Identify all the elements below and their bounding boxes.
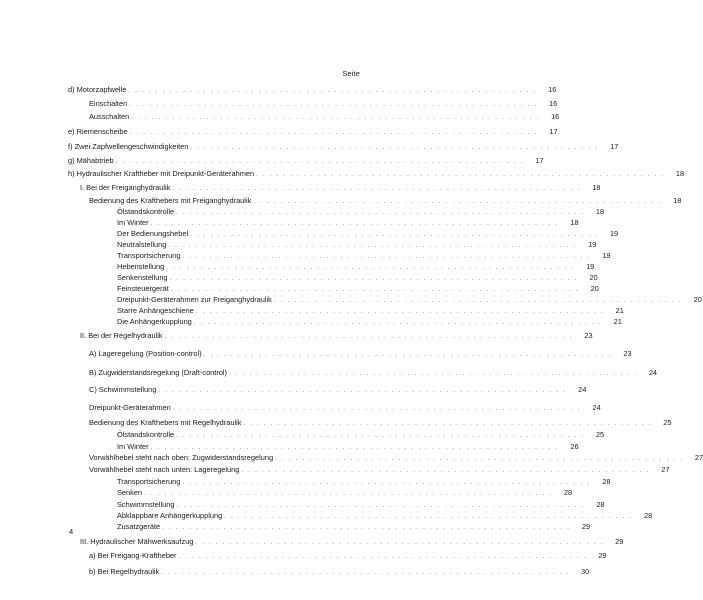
toc-entry-title: C) Schwimmstellung [89, 385, 157, 394]
toc-entry [117, 316, 622, 328]
toc-entry [80, 536, 624, 548]
toc-entry-page: 18 [673, 196, 682, 205]
dot-leader: ............................................................ [253, 199, 666, 205]
toc-entry-page: 16 [551, 112, 560, 121]
toc-entry-page: 27 [694, 453, 703, 462]
dot-leader: ............................................................ [115, 159, 528, 165]
dot-leader: ............................................................ [243, 421, 656, 427]
dot-leader: ............................................................ [195, 309, 608, 315]
toc-entry-page: 29 [581, 522, 591, 531]
toc-entry-title: Transportsicherung [117, 251, 181, 260]
dot-leader: ............................................................ [176, 503, 589, 509]
toc-entry-title: Der Bedienungshebel [117, 229, 189, 238]
toc-entry-page: 20 [590, 284, 599, 293]
toc-entry-page: 16 [549, 99, 558, 108]
toc-entry-page: 21 [613, 317, 622, 326]
dot-leader: ............................................................ [176, 433, 589, 439]
toc-entry-title: Im Winter [117, 442, 149, 451]
toc-entry-title: e) Riemenscheibe [68, 127, 128, 136]
dot-leader: ............................................................ [273, 298, 686, 304]
toc-entry-title: Die Anhängerkupplung [117, 317, 192, 326]
toc-entry-title: g) Mähabtrieb [68, 156, 114, 165]
toc-entry [89, 348, 632, 360]
toc-entry-page: 27 [661, 465, 670, 474]
dot-leader: ............................................................ [166, 265, 579, 271]
dot-leader: ............................................................ [195, 540, 608, 546]
dot-leader: ............................................................ [229, 371, 642, 377]
toc-entry-page: 30 [581, 567, 590, 576]
dot-leader: ............................................................ [168, 243, 581, 249]
dot-leader: ............................................................ [144, 491, 557, 497]
toc-entry-page: 25 [595, 430, 605, 439]
dot-leader: ............................................................ [172, 406, 585, 412]
toc-entry-title: Vorwählhebel steht nach oben: Zugwiderstandsregelung [89, 453, 274, 462]
toc-entry-title: Im Winter [117, 218, 149, 227]
toc-entry-title: Ölstandskontrolle [117, 207, 175, 216]
toc-entry [89, 464, 670, 476]
dot-leader: ............................................................ [193, 320, 606, 326]
dot-leader: ............................................................ [158, 388, 571, 394]
toc-entry-page: 18 [592, 183, 601, 192]
toc-entry-title: Senken [117, 488, 143, 497]
toc-entry-page: 29 [615, 537, 624, 546]
dot-leader: ............................................................ [150, 221, 563, 227]
toc-entry-page: 24 [648, 368, 658, 377]
toc-entry-page: 28 [644, 511, 653, 520]
dot-leader: ............................................................ [172, 186, 585, 192]
toc-entry [80, 182, 601, 194]
dot-leader: ............................................................ [182, 480, 595, 486]
toc-entry-title: Vorwählhebel steht nach unten: Lageregelung [89, 465, 240, 474]
toc-entry [89, 98, 558, 110]
toc-entry-title: Abklappbare Anhängerkupplung [117, 511, 223, 520]
dot-leader: ............................................................ [241, 468, 654, 474]
toc-entry-title: d) Motorzapfwelle [68, 85, 127, 94]
toc-entry-title: A) Lageregelung (Position-control) [89, 349, 202, 358]
toc-entry-title: II. Bei der Regelhydraulik [80, 331, 163, 340]
dot-leader: ............................................................ [129, 102, 542, 108]
toc-entry-title: Zusatzgeräte [117, 522, 161, 531]
toc-entry-title: Ölstandskontrolle [117, 430, 175, 439]
dot-leader: ............................................................ [275, 456, 688, 462]
toc-entry-page: 29 [598, 551, 607, 560]
toc-entry-title: b) Bei Regelhydraulik [89, 567, 160, 576]
toc-entry-page: 17 [610, 142, 619, 151]
toc-entry-page: 19 [586, 262, 595, 271]
toc-entry [89, 417, 672, 429]
toc-entry-title: a) Bei Freigang-Kraftheber [89, 551, 177, 560]
toc-entry [89, 367, 658, 379]
toc-entry [89, 111, 560, 123]
toc-entry [117, 521, 591, 533]
toc-entry [68, 155, 544, 167]
toc-entry [117, 429, 605, 441]
toc-entry-page: 20 [693, 295, 702, 304]
toc-entry [89, 550, 607, 562]
toc-entry-page: 17 [535, 156, 544, 165]
toc-entry-title: Bedienung des Krafthebers mit Regelhydraulik [89, 418, 242, 427]
toc-entry-title: f) Zwei Zapfwellengeschwindigkeiten [68, 142, 189, 151]
toc-entry-page: 28 [596, 500, 605, 509]
toc-entry-title: Schwimmstellung [117, 500, 175, 509]
toc-entry-title: Dreipunkt-Geräterahmen zur Freiganghydraulik [117, 295, 272, 304]
dot-leader: ............................................................ [182, 254, 595, 260]
toc-entry-page: 23 [584, 331, 593, 340]
toc-entry-page: 24 [592, 403, 601, 412]
dot-leader: ............................................................ [190, 145, 603, 151]
toc-entry-title: Transportsicherung [117, 477, 181, 486]
toc-entry-title: Dreipunkt-Geräterahmen [89, 403, 171, 412]
toc-entry [89, 566, 590, 578]
toc-entry [89, 452, 703, 464]
toc-entry-page: 19 [602, 251, 611, 260]
toc-entry [89, 402, 601, 414]
toc-entry [68, 84, 557, 96]
toc-entry-title: Neutralstellung [117, 240, 167, 249]
dot-leader: ............................................................ [256, 172, 669, 178]
toc-entry-title: Starre Anhängeschiene [117, 306, 194, 315]
seite-column-heading: Seite [342, 69, 360, 78]
dot-leader: ............................................................ [203, 352, 616, 358]
dot-leader: ............................................................ [164, 334, 577, 340]
toc-entry-page: 18 [570, 218, 579, 227]
dot-leader: ............................................................ [128, 88, 541, 94]
dot-leader: ............................................................ [176, 210, 589, 216]
dot-leader: ............................................................ [178, 554, 591, 560]
toc-entry-title: B) Zugwiderstandsregelung (Draft-control) [89, 368, 228, 377]
toc-entry-title: Ausschalten [89, 112, 130, 121]
toc-entry-title: Senkenstellung [117, 273, 168, 282]
toc-entry-page: 19 [588, 240, 597, 249]
toc-entry-title: III. Hydraulischer Mähwerksaufzug [80, 537, 194, 546]
toc-entry-page: 21 [615, 306, 624, 315]
toc-entry-page: 26 [570, 442, 579, 451]
toc-entry-title: Feinsteuergerät [117, 284, 169, 293]
toc-entry [68, 126, 558, 138]
toc-entry [68, 141, 619, 153]
page-number: 4 [69, 527, 74, 536]
dot-leader: ............................................................ [162, 525, 575, 531]
toc-entry-page: 16 [548, 85, 557, 94]
toc-entry-page: 28 [602, 477, 611, 486]
toc-entry-page: 20 [589, 273, 598, 282]
dot-leader: ............................................................ [169, 276, 582, 282]
dot-leader: ............................................................ [150, 445, 563, 451]
toc-entry-page: 18 [595, 207, 605, 216]
toc-entry-page: 24 [578, 385, 587, 394]
toc-entry [117, 487, 573, 499]
dot-leader: ............................................................ [161, 570, 574, 576]
toc-entry-page: 18 [675, 169, 685, 178]
toc-entry [68, 168, 685, 180]
dot-leader: ............................................................ [224, 514, 637, 520]
toc-entry-page: 23 [623, 349, 632, 358]
toc-entry-title: Hebenstellung [117, 262, 165, 271]
toc-entry [80, 330, 593, 342]
toc-entry [89, 384, 587, 396]
dot-leader: ............................................................ [170, 287, 583, 293]
toc-entry-title: h) Hydraulischer Kraftheber mit Dreipunkt-Geräterahmen [68, 169, 255, 178]
toc-entry-page: 25 [663, 418, 672, 427]
toc-entry-page: 19 [609, 229, 619, 238]
toc-entry-title: Bedienung des Krafthebers mit Freiganghydraulik [89, 196, 252, 205]
toc-entry-page: 17 [549, 127, 558, 136]
toc-entry-title: I. Bei der Freiganghydraulik [80, 183, 171, 192]
toc-entry-title: Einschalten [89, 99, 128, 108]
dot-leader: ............................................................ [131, 115, 544, 121]
toc-entry-page: 28 [563, 488, 573, 497]
dot-leader: ............................................................ [190, 232, 603, 238]
dot-leader: ............................................................ [129, 130, 542, 136]
